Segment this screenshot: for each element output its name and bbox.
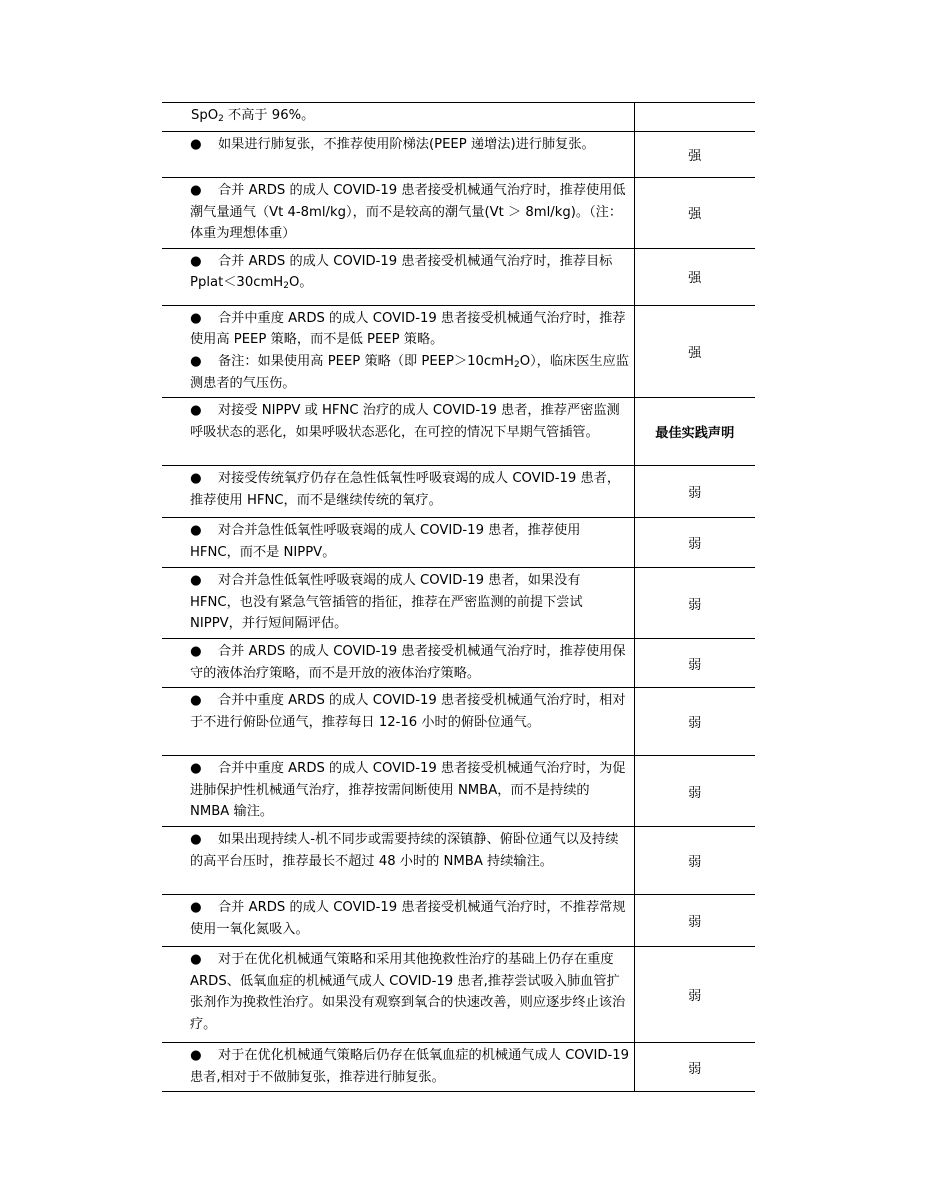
table-row (162, 894, 755, 946)
strength-cell: 弱 (634, 688, 755, 756)
bullet-icon: ● (190, 471, 202, 487)
table-body (162, 103, 755, 1092)
strength-cell: 强 (634, 248, 755, 305)
text-segment: 合并中重度 ARDS 的成人 COVID-19 患者接受机械通气治疗时，相对于不进行俯卧位通气，推荐每日 12-16 小时的俯卧位通气。 (190, 693, 626, 730)
bullet-icon: ● (190, 310, 202, 326)
recommendation-text (190, 758, 630, 823)
text-segment: 对于在优化机械通气策略后仍存在低氧血症的机械通气成人 COVID-19 患者,相对于不做肺复张，推荐进行肺复张。 (190, 1047, 630, 1085)
strength-cell: 弱 (634, 466, 755, 518)
recommendation-cell (162, 946, 634, 1042)
table-row (162, 946, 755, 1042)
strength-cell: 强 (634, 305, 755, 397)
recommendation-text (190, 180, 630, 245)
recommendation-cell (162, 518, 634, 568)
subscript: 2 (513, 359, 520, 370)
recommendation-cell (162, 178, 634, 249)
bullet-icon: ● (190, 951, 202, 967)
subscript: 2 (283, 281, 289, 292)
recommendation-text (191, 105, 630, 127)
subscript: 2 (218, 114, 224, 124)
text-segment: SpO (191, 108, 219, 123)
bullet-icon: ● (190, 523, 202, 539)
table-row (162, 178, 755, 249)
bullet-icon: ● (190, 643, 202, 659)
bullet-icon: ● (190, 1047, 202, 1063)
strength-cell: 弱 (634, 894, 755, 946)
text-segment: 合并 ARDS 的成人 COVID-19 患者接受机械通气治疗时，推荐使用低潮气量通气（Vt 4-8ml/kg），而不是较高的潮气量(Vt ＞ 8ml/kg)。（注：体重为理想体重） (190, 183, 626, 242)
recommendation-cell (162, 132, 634, 178)
table-row (162, 398, 755, 466)
bullet-icon: ● (190, 573, 202, 589)
strength-cell: 弱 (634, 638, 755, 687)
recommendation-cell (162, 305, 634, 397)
recommendation-text (190, 641, 630, 684)
bullet-icon: ● (190, 253, 202, 269)
text-segment: 备注：如果使用高 PEEP 策略（即 PEEP＞10cmH (218, 353, 514, 369)
recommendation-cell (162, 103, 634, 132)
recommendation-cell (162, 248, 634, 305)
text-segment: 合并 ARDS 的成人 COVID-19 患者接受机械通气治疗时，推荐目标 Pplat＜30cmH (190, 253, 613, 291)
strength-cell: 弱 (634, 756, 755, 827)
text-segment: 对合并急性低氧性呼吸衰竭的成人 COVID-19 患者，如果没有 HFNC，也没有紧急气管插管的指征，推荐在严密监测的前提下尝试 NIPPV，并行短间隔评估。 (190, 573, 583, 632)
strength-cell: 弱 (634, 946, 755, 1042)
table-row (162, 568, 755, 639)
text-segment: 合并 ARDS 的成人 COVID-19 患者接受机械通气治疗时，不推荐常规使用一氧化氮吸入。 (190, 899, 626, 937)
text-segment: 对合并急性低氧性呼吸衰竭的成人 COVID-19 患者，推荐使用 HFNC，而不是 NIPPV。 (190, 523, 581, 560)
recommendation-text (190, 351, 630, 394)
text-segment: 合并中重度 ARDS 的成人 COVID-19 患者接受机械通气治疗时，为促进肺保护性机械通气治疗，推荐按需间断使用 NMBA，而不是持续的 NMBA 输注。 (190, 761, 626, 820)
table-row (162, 248, 755, 305)
strength-cell: 最佳实践声明 (634, 398, 755, 466)
recommendation-cell (162, 466, 634, 518)
bullet-icon: ● (190, 137, 202, 152)
table-row (162, 518, 755, 568)
bullet-icon: ● (190, 403, 202, 419)
strength-cell: 弱 (634, 826, 755, 894)
bullet-icon: ● (190, 353, 202, 369)
recommendation-text (190, 570, 630, 635)
text-segment: 合并 ARDS 的成人 COVID-19 患者接受机械通气治疗时，推荐使用保守的液体治疗策略，而不是开放的液体治疗策略。 (190, 643, 626, 681)
strength-cell: 弱 (634, 518, 755, 568)
table-row (162, 305, 755, 397)
text-segment: 合并中重度 ARDS 的成人 COVID-19 患者接受机械通气治疗时，推荐使用高 PEEP 策略，而不是低 PEEP 策略。 (190, 310, 626, 348)
strength-cell: 强 (634, 178, 755, 249)
recommendation-cell (162, 688, 634, 756)
text-segment: 如果出现持续人-机不同步或需要持续的深镇静、俯卧位通气以及持续的高平台压时，推荐最长不超过 48 小时的 NMBA 持续输注。 (190, 831, 619, 869)
bullet-icon: ● (190, 761, 202, 777)
text-segment: 不高于 96%。 (223, 108, 315, 123)
recommendation-cell (162, 568, 634, 639)
recommendation-table (162, 102, 755, 1092)
recommendation-cell (162, 756, 634, 827)
recommendation-cell (162, 894, 634, 946)
text-segment: 对接受传统氧疗仍存在急性低氧性呼吸衰竭的成人 COVID-19 患者，推荐使用 HFNC，而不是继续传统的氧疗。 (190, 471, 621, 508)
recommendation-text (190, 897, 630, 940)
table-row (162, 103, 755, 132)
recommendation-text (190, 520, 630, 563)
table-row (162, 1042, 755, 1091)
recommendation-text (190, 308, 630, 351)
table-row (162, 638, 755, 687)
text-segment: O），临床医生应监测患者的气压伤。 (190, 353, 629, 391)
text-segment: 对于在优化机械通气策略和采用其他挽救性治疗的基础上仍存在重度 ARDS、低氧血症的机械通气成人 COVID-19 患者,推荐尝试吸入肺血管扩张剂作为挽救性治疗。如果没有观察到氧合的快速改善，则应逐步终止该治疗。 (190, 951, 626, 1032)
strength-cell: 弱 (634, 568, 755, 639)
recommendation-text (190, 400, 630, 443)
recommendation-text (190, 690, 630, 733)
table-row (162, 466, 755, 518)
text-segment: 如果进行肺复张，不推荐使用阶梯法(PEEP 递增法)进行肺复张。 (218, 137, 595, 152)
table-row (162, 688, 755, 756)
strength-cell: 强 (634, 132, 755, 178)
table-row (162, 826, 755, 894)
bullet-icon: ● (190, 831, 202, 847)
recommendation-cell (162, 826, 634, 894)
text-segment: O。 (288, 275, 313, 291)
bullet-icon: ● (190, 899, 202, 915)
recommendation-text (190, 949, 630, 1035)
recommendation-text (190, 829, 630, 872)
recommendation-cell (162, 398, 634, 466)
bullet-icon: ● (190, 183, 202, 198)
recommendation-text (190, 251, 630, 294)
recommendation-cell (162, 638, 634, 687)
table-row (162, 756, 755, 827)
strength-cell: 弱 (634, 1042, 755, 1091)
text-segment: 对接受 NIPPV 或 HFNC 治疗的成人 COVID-19 患者，推荐严密监测呼吸状态的恶化，如果呼吸状态恶化，在可控的情况下早期气管插管。 (190, 403, 620, 440)
recommendation-cell (162, 1042, 634, 1091)
bullet-icon: ● (190, 693, 202, 709)
table-row (162, 132, 755, 178)
strength-cell (634, 103, 755, 132)
recommendation-text (190, 134, 630, 156)
recommendation-text (190, 1045, 630, 1088)
recommendation-text (190, 468, 630, 511)
